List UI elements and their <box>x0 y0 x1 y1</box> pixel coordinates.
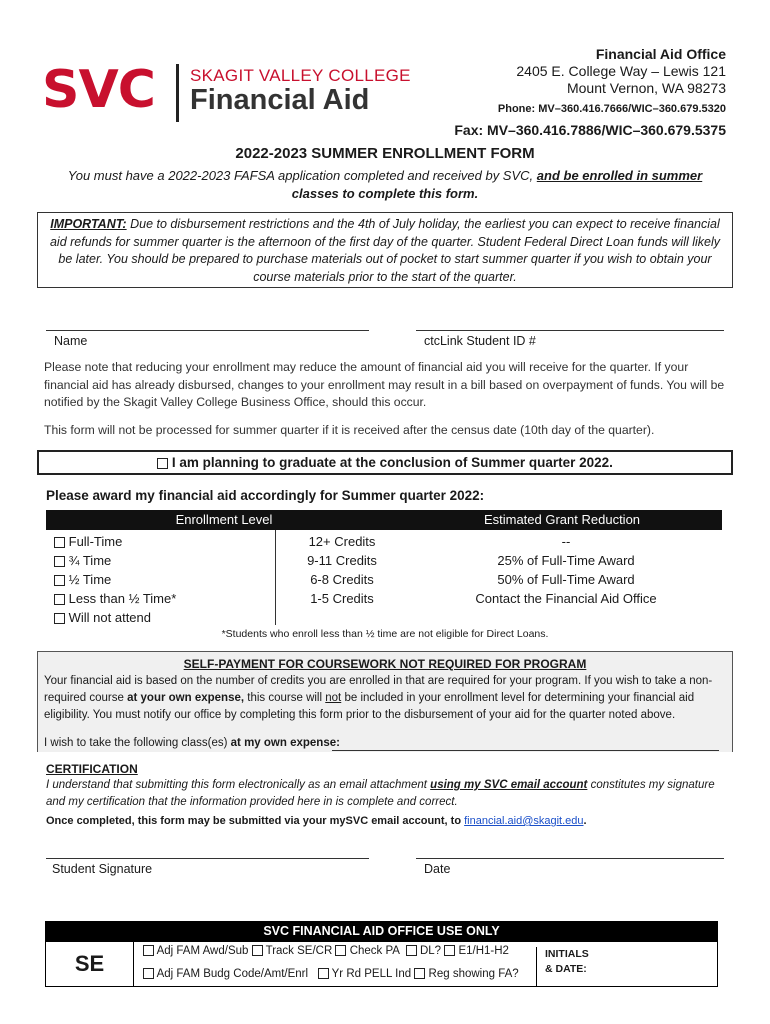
checkbox[interactable] <box>54 556 65 567</box>
cert-text-a: I understand that submitting this form electronically as an email attachment <box>46 779 427 791</box>
option-label: ½ Time <box>68 572 112 587</box>
financial-aid-email-link[interactable]: financial.aid@skagit.edu <box>464 815 584 827</box>
sp-text-a: Your financial aid is based on the number of credits you are enrolled in that are required for your program. If you wish to take a non-required course <box>44 675 713 704</box>
graduate-option[interactable] <box>37 450 733 475</box>
office-name: Financial Aid Office <box>595 46 726 62</box>
option-label: Full-Time <box>68 534 123 549</box>
enrollment-level-header <box>46 510 402 530</box>
graduate-checkbox[interactable] <box>157 458 168 469</box>
checkbox[interactable] <box>143 968 154 979</box>
signature-field-line[interactable] <box>46 858 369 859</box>
self-payment-text <box>44 673 732 724</box>
office-item: Adj FAM Awd/Sub <box>156 945 249 957</box>
office-fax: Fax: MV–360.416.7886/WIC–360.679.5375 <box>454 122 726 138</box>
checkbox[interactable] <box>318 968 329 979</box>
credits-cell: 12+ Credits <box>308 534 376 549</box>
reduction-cell: 50% of Full-Time Award <box>497 572 635 587</box>
credits-cell: 9-11 Credits <box>307 553 377 568</box>
important-text: Due to disbursement restrictions and the 4th of July holiday, the earliest you can expect to receive financial aid refunds for summer quarter is the afternoon of the first day of the quarter. Student Federal Direct Loan funds will likely be later. You should be prepared to purchase materials out of pocket to start summer quarter if you wish to obtain your course materials prior to the start of the quarter. <box>49 217 720 284</box>
logo-department: Financial Aid <box>190 84 370 116</box>
option-label: Less than ½ Time* <box>68 591 177 606</box>
classes-label-text: I wish to take the following class(es) <box>44 737 228 749</box>
office-use-row-1 <box>143 945 509 957</box>
office-contact <box>454 46 726 139</box>
graduate-label: I am planning to graduate at the conclusion of Summer quarter 2022. <box>171 455 613 470</box>
important-notice <box>37 212 733 288</box>
checkbox[interactable] <box>54 575 65 586</box>
checkbox[interactable] <box>143 945 154 956</box>
credits-cell: 1-5 Credits <box>310 591 374 606</box>
office-item: Check PA <box>349 945 400 957</box>
office-item: Reg showing FA? <box>428 968 519 980</box>
checkbox[interactable] <box>414 968 425 979</box>
sp-text-bold: at your own expense, <box>127 692 245 704</box>
classes-input-line[interactable] <box>332 750 719 751</box>
grant-reduction-label: Estimated Grant Reduction <box>483 512 641 527</box>
initials-date-cell[interactable] <box>536 947 695 987</box>
enrollment-option-fulltime[interactable] <box>54 532 274 551</box>
cert-text-bold: using my SVC email account <box>430 779 588 791</box>
office-item: E1/H1-H2 <box>458 945 509 957</box>
reduction-cell: 25% of Full-Time Award <box>497 553 635 568</box>
important-label-text: IMPORTANT: <box>50 217 127 231</box>
date-label-office: & DATE: <box>545 963 587 975</box>
initials-label: INITIALS <box>545 948 589 960</box>
office-use-code: SE <box>46 941 134 987</box>
certification-heading: CERTIFICATION <box>46 762 138 776</box>
name-field-line[interactable] <box>46 330 369 331</box>
sp-text-c: be included in your enrollment level for determining your financial aid eligibility. You must notify our office by completing this form prior to the disbursement of your aid for the quarter noted above. <box>44 692 695 721</box>
enrollment-option-half[interactable] <box>54 570 274 589</box>
enrollment-level-label: Enrollment Level <box>175 512 273 527</box>
date-label: Date <box>424 862 451 876</box>
subtitle-underlined: and be enrolled in summer <box>536 168 703 183</box>
credits-cell: 6-8 Credits <box>310 572 374 587</box>
checkbox[interactable] <box>54 594 65 605</box>
enrollment-options <box>54 532 274 627</box>
checkbox[interactable] <box>444 945 455 956</box>
reduction-cell: Contact the Financial Aid Office <box>475 591 657 606</box>
office-item: Yr Rd PELL Ind <box>331 968 412 980</box>
signature-label: Student Signature <box>52 862 153 876</box>
enrollment-option-not-attend[interactable] <box>54 608 274 627</box>
office-use-row-2 <box>143 968 519 980</box>
checkbox[interactable] <box>252 945 263 956</box>
submit-text: Once completed, this form may be submitted via your mySVC email account, to <box>46 815 462 827</box>
office-item: Adj FAM Budg Code/Amt/Enrl <box>156 968 309 980</box>
classes-label <box>44 737 340 749</box>
form-subtitle <box>60 167 710 203</box>
office-phone: Phone: MV–360.416.7666/WIC–360.679.5320 <box>497 103 726 115</box>
checkbox[interactable] <box>54 537 65 548</box>
logo-college-name: SKAGIT VALLEY COLLEGE <box>190 66 411 85</box>
office-item: Track SE/CR <box>265 945 333 957</box>
office-item: DL? <box>419 945 442 957</box>
grant-reduction-header <box>402 510 722 530</box>
checkbox[interactable] <box>54 613 65 624</box>
subtitle-line2: classes to complete this form. <box>291 186 479 201</box>
student-id-field-line[interactable] <box>416 330 724 331</box>
sp-text-b: this course will <box>247 692 323 704</box>
sp-text-not: not <box>325 692 342 704</box>
subtitle-text: You must have a 2022-2023 FAFSA application completed and received by SVC, <box>67 168 534 183</box>
office-use-heading: SVC FINANCIAL AID OFFICE USE ONLY <box>45 921 718 941</box>
option-label: Will not attend <box>68 610 151 625</box>
cert-text-b: constitutes my signature and my certification that the information provided here in is complete and correct. <box>46 779 715 808</box>
logo-divider <box>176 64 179 122</box>
important-label <box>50 217 126 231</box>
svc-logo: SVC <box>42 60 155 120</box>
office-address-1: 2405 E. College Way – Lewis 121 <box>516 63 726 79</box>
census-notice: This form will not be processed for summer quarter if it is received after the census date (10th day of the quarter). <box>44 423 655 437</box>
award-heading: Please award my financial aid accordingly for Summer quarter 2022: <box>46 488 485 503</box>
certification-text <box>46 777 736 811</box>
checkbox[interactable] <box>335 945 346 956</box>
option-label: ¾ Time <box>68 553 112 568</box>
direct-loan-footnote: *Students who enroll less than ½ time are not eligible for Direct Loans. <box>221 628 549 640</box>
classes-label-bold: at my own expense: <box>230 737 340 749</box>
enrollment-notice: Please note that reducing your enrollment may reduce the amount of financial aid you will receive for the quarter. If your financial aid has already disbursed, changes to your enrollment may result in a bill based on overpayment of funds. You will be notified by the Skagit Valley College Business Office, should this occur. <box>44 360 725 409</box>
student-id-label: ctcLink Student ID # <box>424 334 536 348</box>
self-payment-title <box>0 657 770 671</box>
submission-instructions <box>46 815 587 827</box>
subtitle-bold <box>537 168 702 183</box>
self-payment-title-text: SELF-PAYMENT FOR COURSEWORK NOT REQUIRED FOR PROGRAM <box>183 657 587 671</box>
date-field-line[interactable] <box>416 858 724 859</box>
enrollment-option-three-quarter[interactable] <box>54 551 274 570</box>
name-label: Name <box>54 334 88 348</box>
submit-period: . <box>583 815 587 827</box>
reduction-column <box>410 532 722 608</box>
enrollment-option-less-half[interactable] <box>54 589 274 608</box>
checkbox[interactable] <box>406 945 417 956</box>
office-address-2: Mount Vernon, WA 98273 <box>566 80 726 96</box>
reduction-cell: -- <box>561 534 571 549</box>
credits-column <box>276 532 408 608</box>
form-title: 2022-2023 SUMMER ENROLLMENT FORM <box>235 145 535 162</box>
